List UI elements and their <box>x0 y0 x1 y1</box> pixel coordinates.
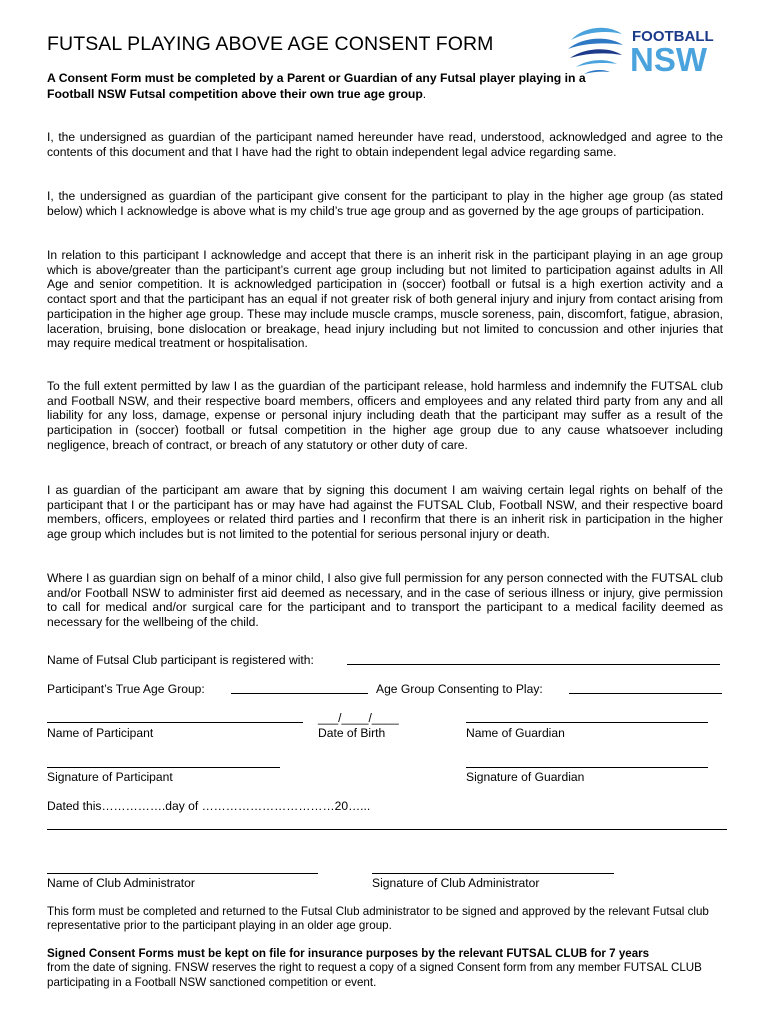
footer-note: This form must be completed and returned to the Futsal Club administrator to be signed and approved by the relevant Futsal club representative prior to the participant playing in an older age group. <box>47 905 709 933</box>
participant-name-field[interactable] <box>47 722 303 723</box>
form-subtitle <box>47 71 587 102</box>
subtitle-bold-text: A Consent Form must be completed by a Parent or Guardian of any Futsal player playing in a Football NSW Futsal competition above their own true age group <box>47 71 586 101</box>
club-admin-name-field[interactable] <box>47 873 318 874</box>
true-age-group-field[interactable] <box>231 693 368 694</box>
footer-retention-bold: Signed Consent Forms must be kept on file for insurance purposes by the relevant FUTSAL CLUB for 7 years <box>47 947 650 960</box>
logo-nsw-text: NSW <box>630 41 707 78</box>
football-nsw-logo-icon <box>562 18 732 80</box>
true-age-group-label: Participant’s True Age Group: <box>47 682 205 696</box>
ball-swoosh-icon <box>568 21 623 75</box>
guardian-signature-field[interactable] <box>466 767 708 768</box>
signature-of-participant-label: Signature of Participant <box>47 770 173 784</box>
paragraph-first-aid: Where I as guardian sign on behalf of a minor child, I also give full permission for any person connected with the FUTSAL club and/or Football NSW to administer first aid deemed as necessary, and in the case of serious illness or injury, give permission to call for medical and/or surgical care for the participant and to transport the participant to a medical facility deemed as necessary for the wellbeing of the child. <box>47 571 723 630</box>
age-group-consenting-field[interactable] <box>569 693 722 694</box>
club-registered-field[interactable] <box>347 664 720 665</box>
name-of-guardian-label: Name of Guardian <box>466 726 565 740</box>
age-group-consenting-label: Age Group Consenting to Play: <box>376 682 543 696</box>
club-registered-label: Name of Futsal Club participant is registered with: <box>47 653 314 667</box>
subtitle-end-text: . <box>422 86 427 101</box>
date-of-birth-field[interactable]: ___/____/____ <box>318 711 399 725</box>
football-nsw-logo <box>562 18 732 80</box>
signature-of-club-admin-label: Signature of Club Administrator <box>372 876 540 890</box>
dated-line[interactable]: Dated this…………….day of ……………………………20…... <box>47 799 371 813</box>
section-divider <box>47 829 727 830</box>
footer-retention-rest: from the date of signing. FNSW reserves the right to request a copy of a signed Consent form from any member FUTSAL CLUB participating in a Football NSW sanctioned competition or event. <box>47 961 702 989</box>
name-of-club-admin-label: Name of Club Administrator <box>47 876 195 890</box>
form-title: FUTSAL PLAYING ABOVE AGE CONSENT FORM <box>47 33 494 55</box>
paragraph-indemnity: To the full extent permitted by law I as the guardian of the participant release, hold harmless and indemnify the FUTSAL club and Football NSW, and their respective board members, officers and employees and any related third party from any and all liability for any loss, damage, expense or personal injury including death that the participant may suffer as a result of the participation in (soccer) football or futsal competition in the higher age group due to any cause whatsoever including negligence, breach of contract, or breach of any statutory or other duty of care. <box>47 379 723 452</box>
club-admin-signature-field[interactable] <box>372 873 614 874</box>
signature-of-guardian-label: Signature of Guardian <box>466 770 585 784</box>
guardian-name-field[interactable] <box>466 722 708 723</box>
date-of-birth-label: Date of Birth <box>318 726 386 740</box>
logo-football-text: FOOTBALL <box>632 28 714 45</box>
paragraph-waiver: I as guardian of the participant am aware that by signing this document I am waiving certain legal rights on behalf of the participant that I or the participant has or may have had against the FUTSAL Club, Football NSW, and their respective board members, officers, employees or related third parties and I reconfirm that there is an inherit risk in participation in the higher age group which includes but is not limited to the potential for serious personal injury or death. <box>47 483 723 542</box>
paragraph-risk: In relation to this participant I acknowledge and accept that there is an inherit risk in the participant playing in an age group which is above/greater than the participant’s current age group including but not limited to participation against adults in All Age and senior competition. It is acknowledged participation in (soccer) football or futsal is a high exertion activity and a contact sport and that the participant has an equal if not greater risk of both general injury and injury from contact arising from participation in the higher age group. These may include muscle cramps, muscle soreness, pain, discomfort, fatigue, abrasion, laceration, bruising, bone dislocation or breakage, head injury including but not limited to concussion and other injuries that may require medical treatment or hospitalisation. <box>47 248 723 351</box>
footer-retention <box>47 947 727 990</box>
paragraph-acknowledgement: I, the undersigned as guardian of the participant named hereunder have read, understood, acknowledged and agree to the contents of this document and that I have had the right to obtain independent legal advice regarding same. <box>47 130 723 159</box>
participant-signature-field[interactable] <box>47 767 280 768</box>
name-of-participant-label: Name of Participant <box>47 726 154 740</box>
paragraph-consent: I, the undersigned as guardian of the participant give consent for the participant to play in the higher age group (as stated below) which I acknowledge is above what is my child’s true age group and as governed by the age groups of participation. <box>47 189 723 218</box>
